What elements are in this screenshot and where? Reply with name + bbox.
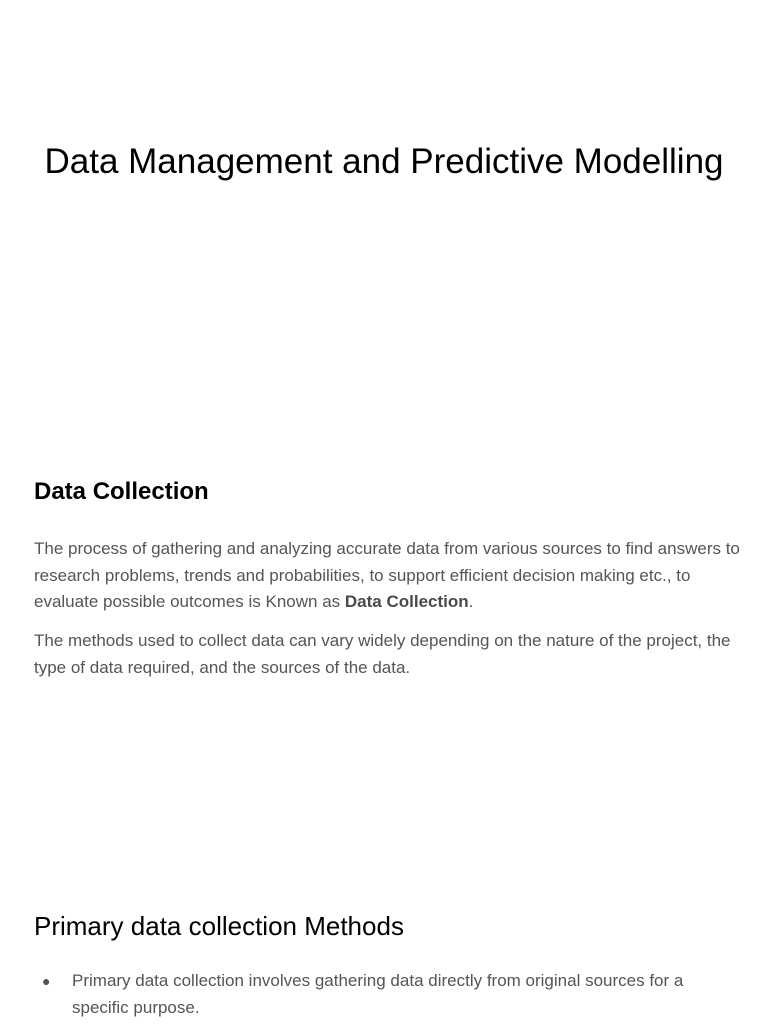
paragraph-definition: [34, 536, 746, 616]
list-item-text: Primary data collection involves gathering data directly from original sources for a specific purpose.: [72, 971, 684, 1017]
subsection-heading-primary-methods: Primary data collection Methods: [34, 911, 404, 941]
paragraph-definition-text: The process of gathering and analyzing accurate data from various sources to find answers to research problems, trends and probabilities, to support efficient decision making etc., to evaluate possible outcomes is Known as: [34, 539, 740, 611]
bullet-list: [34, 968, 734, 1021]
document-title: Data Management and Predictive Modelling: [44, 142, 724, 181]
paragraph-definition-end: .: [468, 592, 474, 611]
bullet-icon: ●: [42, 973, 51, 989]
paragraph-definition-bold-term: Data Collection: [344, 592, 469, 611]
paragraph-methods: The methods used to collect data can vary widely depending on the nature of the project, the type of data required, and the sources of the data.: [34, 631, 731, 677]
list-item: [34, 968, 734, 1021]
section-heading-data-collection: Data Collection: [34, 478, 209, 505]
